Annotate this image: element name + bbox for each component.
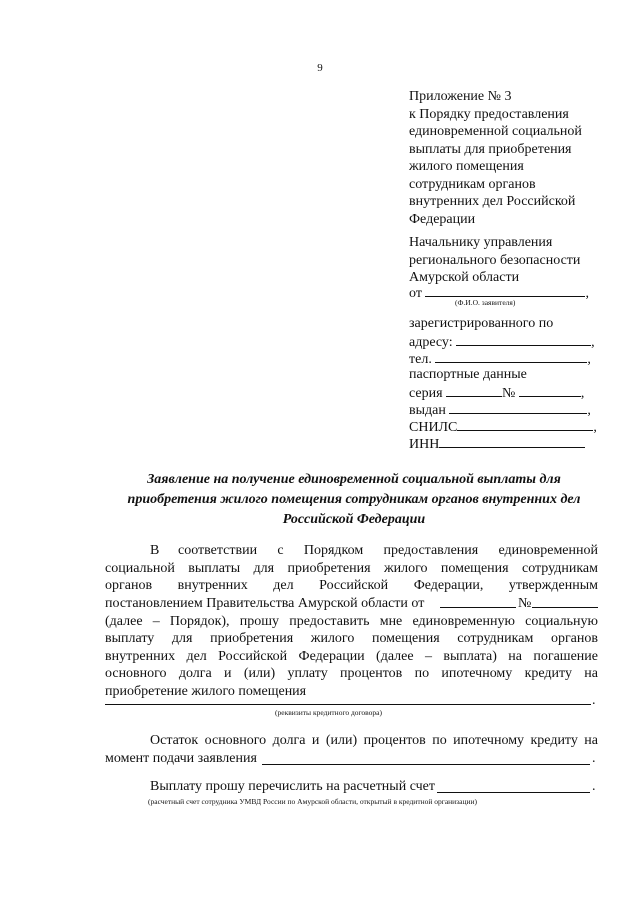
credit-agreement-line[interactable] [105, 704, 591, 705]
appendix-line: сотрудникам органов [409, 176, 536, 192]
phone-field: тел. , [409, 349, 591, 369]
number-input-line[interactable] [519, 383, 581, 397]
account-label: Выплату прошу перечислить на расчетный счет [150, 779, 436, 794]
account-input-line[interactable] [437, 792, 590, 793]
inn-field [409, 434, 585, 454]
credit-caption: (реквизиты кредитного договора) [275, 708, 382, 717]
issued-field: выдан , [409, 400, 591, 420]
para-line-1a: В [150, 543, 160, 558]
appendix-header [409, 88, 609, 228]
snils-label: СНИЛС [409, 420, 458, 435]
appendix-line: к Порядку предоставления [409, 106, 569, 122]
inn-label: ИНН [409, 437, 440, 452]
issued-input-line[interactable] [449, 400, 587, 414]
from-caption: (Ф.И.О. заявителя) [455, 298, 516, 307]
snils-field: СНИЛС , [409, 417, 597, 437]
from-field: от , [409, 283, 589, 303]
inn-input-line[interactable] [439, 434, 585, 448]
para-line-9: приобретение жилого помещения [105, 684, 307, 699]
addressee-line: Начальнику управления [409, 235, 553, 250]
appendix-line: внутренних дел Российской [409, 194, 576, 209]
period: . [592, 779, 596, 794]
number-label: № [502, 386, 516, 401]
series-input-line[interactable] [446, 383, 502, 397]
series-label: серия [409, 386, 443, 401]
para-line-5: (далее – Порядок), прошу предоставить мне единовременную социальную [105, 614, 598, 629]
para-line-6: выплату для приобретения жилого помещения сотрудникам органов [105, 631, 598, 646]
phone-input-line[interactable] [435, 349, 587, 363]
balance-line-2: момент подачи заявления [105, 751, 257, 766]
para-line-2: социальной выплаты для приобретения жилого помещения сотрудникам [105, 561, 598, 576]
address-label: адресу: [409, 335, 453, 350]
decree-number-line[interactable] [532, 607, 598, 608]
decree-number-sign: № [518, 596, 532, 611]
addressee-block [409, 234, 609, 287]
phone-label: тел. [409, 352, 432, 367]
addressee-line: Амурской области [409, 270, 520, 285]
registered-label: зарегистрированного по [409, 316, 554, 331]
account-caption: (расчетный счет сотрудника УМВД России по Амурской области, открытый в кредитной организации) [148, 797, 478, 806]
passport-label: паспортные данные [409, 367, 527, 382]
decree-date-line[interactable] [440, 607, 516, 608]
appendix-line: Федерации [409, 211, 476, 227]
appendix-line: Приложение № 3 [409, 89, 512, 104]
page-number: 9 [317, 62, 323, 74]
appendix-line: единовременной социальной [409, 124, 582, 139]
balance-input-line[interactable] [262, 764, 590, 765]
para-line-4: постановлением Правительства Амурской области от [105, 596, 425, 611]
address-field: адресу: , [409, 332, 595, 352]
issued-label: выдан [409, 403, 446, 418]
appendix-line: выплаты для приобретения [409, 141, 572, 157]
para-line-7: внутренних дел Российской Федерации (далее – выплата) на погашение [105, 649, 598, 664]
para-line-8: основного долга и (или) уплату процентов по ипотечному кредиту на [105, 666, 598, 681]
para-line-3: органов внутренних дел Российской Федерации, утвержденным [105, 578, 598, 593]
from-label: от [409, 286, 422, 301]
series-field: серия № , [409, 383, 584, 403]
document-title: Заявление на получение единовременной социальной выплаты для приобретения жилого помещения сотрудникам органов внутренних дел Российской Федерации [127, 472, 581, 527]
appendix-line: жилого помещения [409, 159, 524, 174]
address-input-line[interactable] [456, 332, 591, 346]
period: . [592, 751, 596, 766]
period: . [592, 693, 596, 708]
from-input-line[interactable] [425, 283, 585, 297]
balance-line-1: Остаток основного долга и (или) процентов по ипотечному кредиту на [150, 733, 598, 748]
addressee-line: регионального безопасности [409, 252, 581, 268]
snils-input-line[interactable] [457, 417, 593, 431]
para-line-1: соответствии с Порядком предоставления единовременной [178, 543, 598, 558]
